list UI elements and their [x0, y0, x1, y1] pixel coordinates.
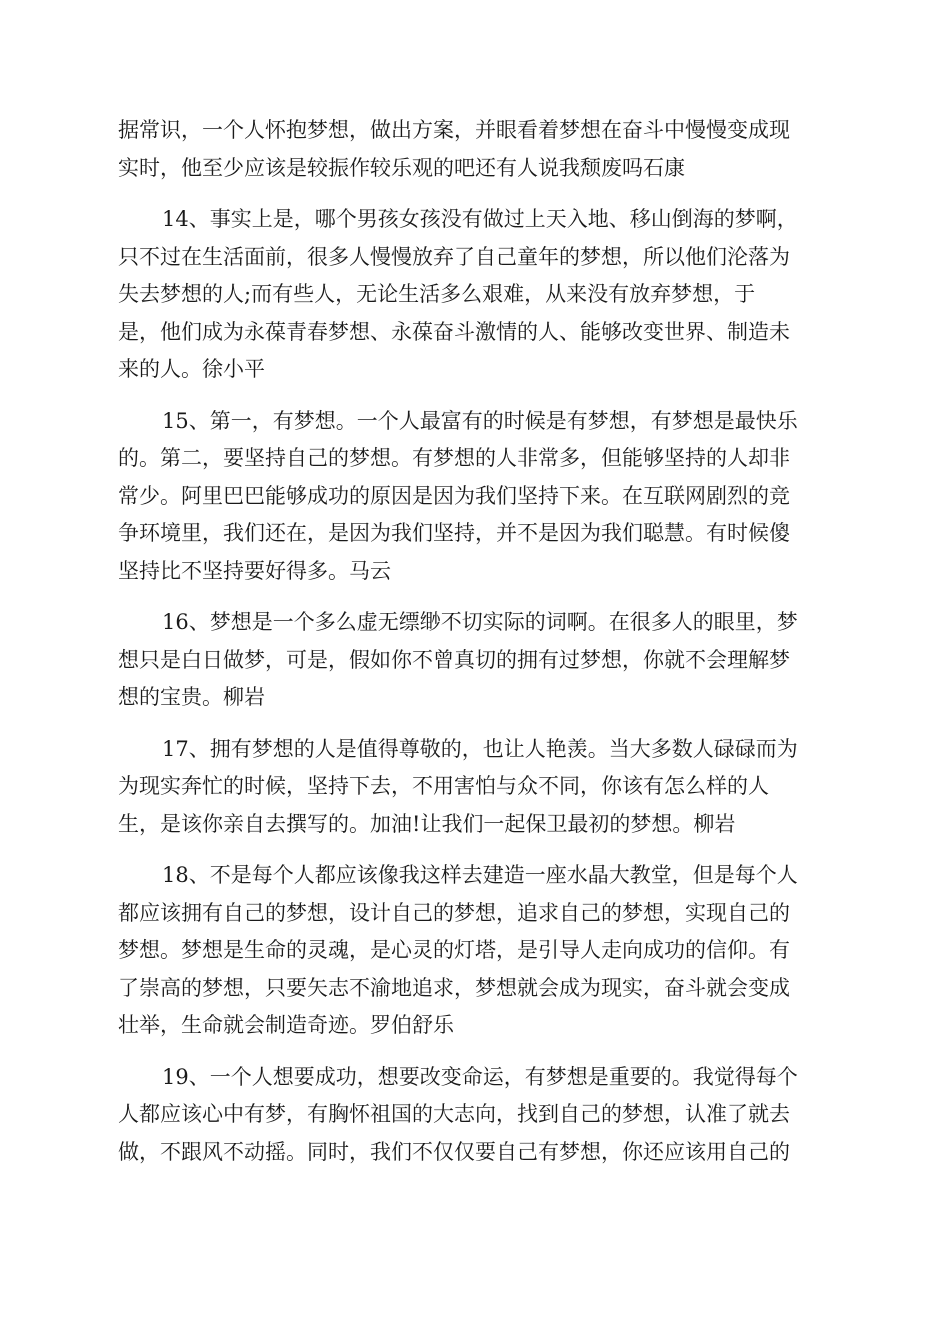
paragraph-17 [118, 731, 834, 844]
text-line: 17、拥有梦想的人是值得尊敬的，也让人艳羡。当大多数人碌碌而为 [162, 736, 798, 761]
paragraph-15 [118, 403, 834, 591]
text-line: 坚持比不坚持要好得多。马云 [118, 558, 391, 583]
text-line: 失去梦想的人;而有些人，无论生活多么艰难，从来没有放弃梦想，于 [118, 282, 756, 306]
text-line: 19、一个人想要成功，想要改变命运，有梦想是重要的。我觉得每个 [162, 1064, 798, 1089]
text-line: 生，是该你亲自去撰写的。加油!让我们一起保卫最初的梦想。柳岩 [118, 811, 736, 836]
text-line: 想只是白日做梦，可是，假如你不曾真切的拥有过梦想，你就不会理解梦 [118, 647, 790, 672]
paragraph-19 [118, 1059, 834, 1172]
text-line: 壮举，生命就会制造奇迹。罗伯舒乐 [118, 1013, 454, 1037]
text-line: 只不过在生活面前，很多人慢慢放弃了自己童年的梦想，所以他们沦落为 [118, 244, 790, 269]
text-line: 争环境里，我们还在，是因为我们坚持，并不是因为我们聪慧。有时候傻 [118, 521, 790, 545]
text-line: 想的宝贵。柳岩 [118, 685, 265, 709]
text-line: 了崇高的梦想，只要矢志不渝地追求，梦想就会成为现实，奋斗就会变成 [118, 975, 790, 1000]
text-line: 据常识，一个人怀抱梦想，做出方案，并眼看着梦想在奋斗中慢慢变成现 [118, 118, 790, 142]
text-line: 都应该拥有自己的梦想，设计自己的梦想，追求自己的梦想，实现自己的 [118, 900, 790, 925]
paragraph-18 [118, 857, 834, 1045]
body-text [118, 112, 834, 1185]
text-line: 人都应该心中有梦，有胸怀祖国的大志向，找到自己的梦想，认准了就去 [118, 1102, 790, 1126]
text-line: 16、梦想是一个多么虚无缥缈不切实际的词啊。在很多人的眼里，梦 [162, 610, 798, 634]
text-line: 18、不是每个人都应该像我这样去建造一座水晶大教堂，但是每个人 [162, 863, 798, 887]
text-line: 梦想。梦想是生命的灵魂，是心灵的灯塔，是引导人走向成功的信仰。有 [118, 938, 790, 962]
text-line: 的。第二，要坚持自己的梦想。有梦想的人非常多，但能够坚持的人却非 [118, 446, 790, 470]
paragraph-13-continuation [118, 112, 834, 187]
paragraph-14 [118, 201, 834, 389]
text-line: 来的人。徐小平 [118, 357, 265, 381]
text-line: 15、第一，有梦想。一个人最富有的时候是有梦想，有梦想是最快乐 [162, 408, 798, 433]
text-line: 为现实奔忙的时候，坚持下去，不用害怕与众不同，你该有怎么样的人 [118, 774, 769, 798]
text-line: 常少。阿里巴巴能够成功的原因是因为我们坚持下来。在互联网剧烈的竞 [118, 483, 790, 508]
text-line: 14、事实上是，哪个男孩女孩没有做过上天入地、移山倒海的梦啊， [162, 207, 798, 231]
text-line: 做，不跟风不动摇。同时，我们不仅仅要自己有梦想，你还应该用自己的 [118, 1139, 790, 1164]
paragraph-16 [118, 604, 834, 717]
text-line: 实时，他至少应该是较振作较乐观的吧还有人说我颓废吗石康 [118, 155, 685, 180]
text-line: 是，他们成为永葆青春梦想、永葆奋斗激情的人、能够改变世界、制造未 [118, 319, 790, 344]
